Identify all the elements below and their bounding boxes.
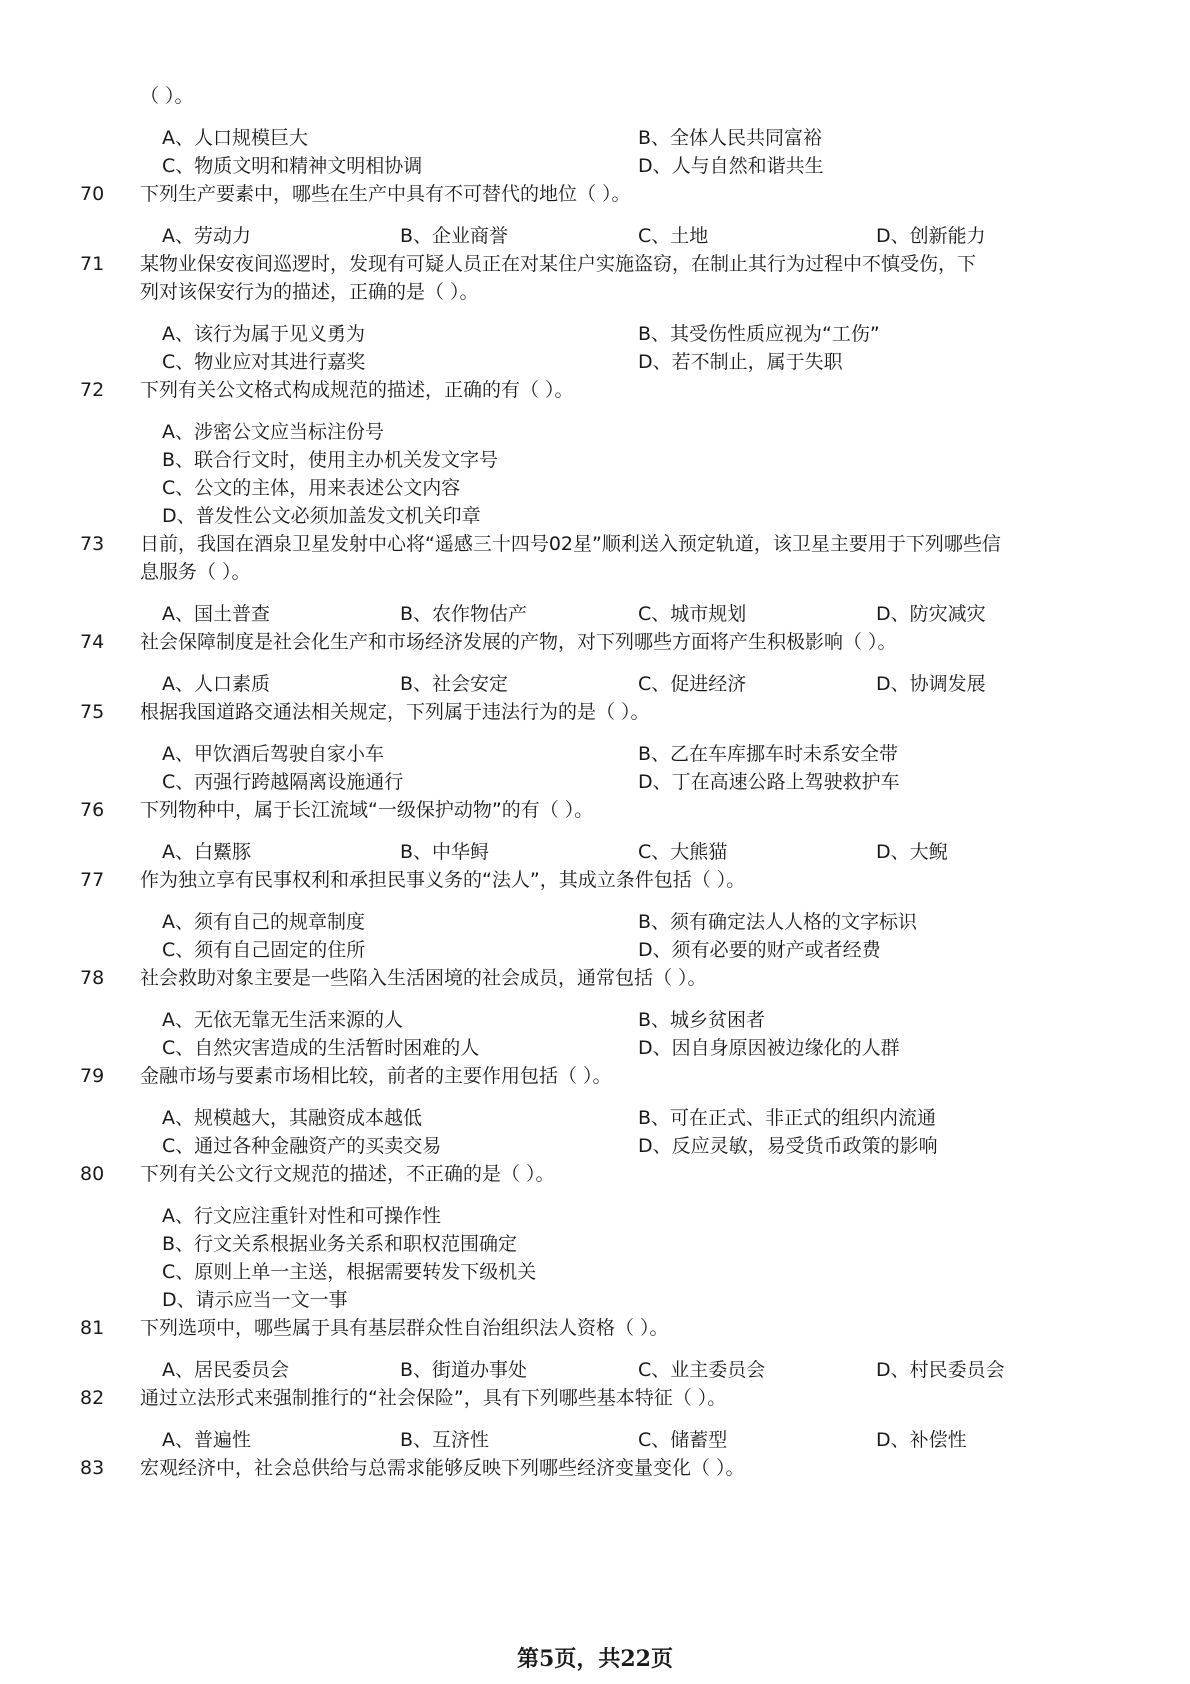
option: C、土地 [638,225,709,247]
question-stem: 下列物种中，属于长江流域“一级保护动物”的有（ ）。 [140,799,594,821]
option: D、请示应当一文一事 [162,1289,348,1311]
option: D、防灾减灾 [876,603,986,625]
option: B、企业商誉 [400,225,509,247]
option: D、创新能力 [876,225,986,247]
option: D、若不制止，属于失职 [638,351,843,373]
option: A、无依无靠无生活来源的人 [162,1009,403,1031]
option: C、公文的主体，用来表述公文内容 [162,477,461,499]
option: B、须有确定法人人格的文字标识 [638,911,918,933]
option: A、人口素质 [162,673,270,695]
option: C、物质文明和精神文明相协调 [162,155,423,177]
option: C、物业应对其进行嘉奖 [162,351,366,373]
option: B、联合行文时，使用主办机关发文字号 [162,449,499,471]
question-number: 81 [80,1317,105,1339]
option: A、劳动力 [162,225,251,247]
option: B、中华鲟 [400,841,490,863]
question-stem: 某物业保安夜间巡逻时，发现有可疑人员正在对某住户实施盗窃，在制止其行为过程中不慎受伤，下 [140,253,977,275]
option: B、农作物估产 [400,603,528,625]
question-number: 77 [80,869,105,891]
option: C、自然灾害造成的生活暂时困难的人 [162,1037,480,1059]
option: D、反应灵敏，易受货币政策的影响 [638,1135,938,1157]
option: D、大鲵 [876,841,948,863]
option: B、互济性 [400,1429,490,1451]
question-stem: 作为独立享有民事权利和承担民事义务的“法人”，其成立条件包括（ ）。 [140,869,746,891]
option: B、乙在车库挪车时未系安全带 [638,743,899,765]
option: A、白鱀豚 [162,841,251,863]
question-stem: 宏观经济中，社会总供给与总需求能够反映下列哪些经济变量变化（ ）。 [140,1457,745,1479]
option: A、甲饮酒后驾驶自家小车 [162,743,384,765]
option: D、人与自然和谐共生 [638,155,824,177]
option: B、行文关系根据业务关系和职权范围确定 [162,1233,518,1255]
question-stem: 下列有关公文行文规范的描述，不正确的是（ ）。 [140,1163,555,1185]
option: B、其受伤性质应视为“工伤” [638,323,880,345]
option: C、原则上单一主送，根据需要转发下级机关 [162,1261,537,1283]
question-stem: 社会保障制度是社会化生产和市场经济发展的产物，对下列哪些方面将产生积极影响（ ）。 [140,631,897,653]
option: C、城市规划 [638,603,747,625]
question-stem: 日前，我国在酒泉卫星发射中心将“遥感三十四号02星”顺利送入预定轨道，该卫星主要用于下列哪些信 [140,533,1001,555]
option: B、全体人民共同富裕 [638,127,823,149]
question-number: 76 [80,799,105,821]
question-number: 79 [80,1065,105,1087]
option: C、储蓄型 [638,1429,728,1451]
option: D、补偿性 [876,1429,967,1451]
question-number: 75 [80,701,105,723]
question-stem: 下列有关公文格式构成规范的描述，正确的有（ ）。 [140,379,574,401]
question-stem: 下列生产要素中，哪些在生产中具有不可替代的地位（ ）。 [140,183,631,205]
option: A、涉密公文应当标注份号 [162,421,384,443]
option: D、协调发展 [876,673,986,695]
question-stem: 通过立法形式来强制推行的“社会保险”，具有下列哪些基本特征（ ）。 [140,1387,727,1409]
question-stem: 列对该保安行为的描述，正确的是（ ）。 [140,281,479,303]
option: D、普发性公文必须加盖发文机关印章 [162,505,481,527]
option: A、行文应注重针对性和可操作性 [162,1205,441,1227]
question-stem: 金融市场与要素市场相比较，前者的主要作用包括（ ）。 [140,1065,612,1087]
option: B、可在正式、非正式的组织内流通 [638,1107,937,1129]
question-number: 72 [80,379,105,401]
option: B、社会安定 [400,673,509,695]
question-stem: 下列选项中，哪些属于具有基层群众性自治组织法人资格（ ）。 [140,1317,669,1339]
question-number: 71 [80,253,105,275]
option: A、须有自己的规章制度 [162,911,365,933]
option: A、居民委员会 [162,1359,289,1381]
option: A、人口规模巨大 [162,127,308,149]
question-number: 70 [80,183,105,205]
question-number: 74 [80,631,105,653]
option: A、国土普查 [162,603,270,625]
option: A、普遍性 [162,1429,251,1451]
option: B、街道办事处 [400,1359,528,1381]
option: D、须有必要的财产或者经费 [638,939,881,961]
option: C、大熊猫 [638,841,728,863]
question-number: 80 [80,1163,105,1185]
option: D、丁在高速公路上驾驶救护车 [638,771,900,793]
option: C、通过各种金融资产的买卖交易 [162,1135,442,1157]
question-number: 82 [80,1387,105,1409]
option: B、城乡贫困者 [638,1009,766,1031]
option: C、业主委员会 [638,1359,766,1381]
option: D、因自身原因被边缘化的人群 [638,1037,900,1059]
option: D、村民委员会 [876,1359,1005,1381]
page-footer: 第5页，共22页 [517,1646,673,1672]
option: C、促进经济 [638,673,747,695]
question-number: 73 [80,533,105,555]
question-stem: 根据我国道路交通法相关规定，下列属于违法行为的是（ ）。 [140,701,650,723]
option: A、该行为属于见义勇为 [162,323,365,345]
question-number: 83 [80,1457,105,1479]
question-number: 78 [80,967,105,989]
question-stem: 息服务（ ）。 [140,561,251,583]
option: C、丙强行跨越隔离设施通行 [162,771,404,793]
question-continuation: （ ）。 [140,85,194,107]
option: A、规模越大，其融资成本越低 [162,1107,422,1129]
option: C、须有自己固定的住所 [162,939,366,961]
question-stem: 社会救助对象主要是一些陷入生活困境的社会成员，通常包括（ ）。 [140,967,707,989]
